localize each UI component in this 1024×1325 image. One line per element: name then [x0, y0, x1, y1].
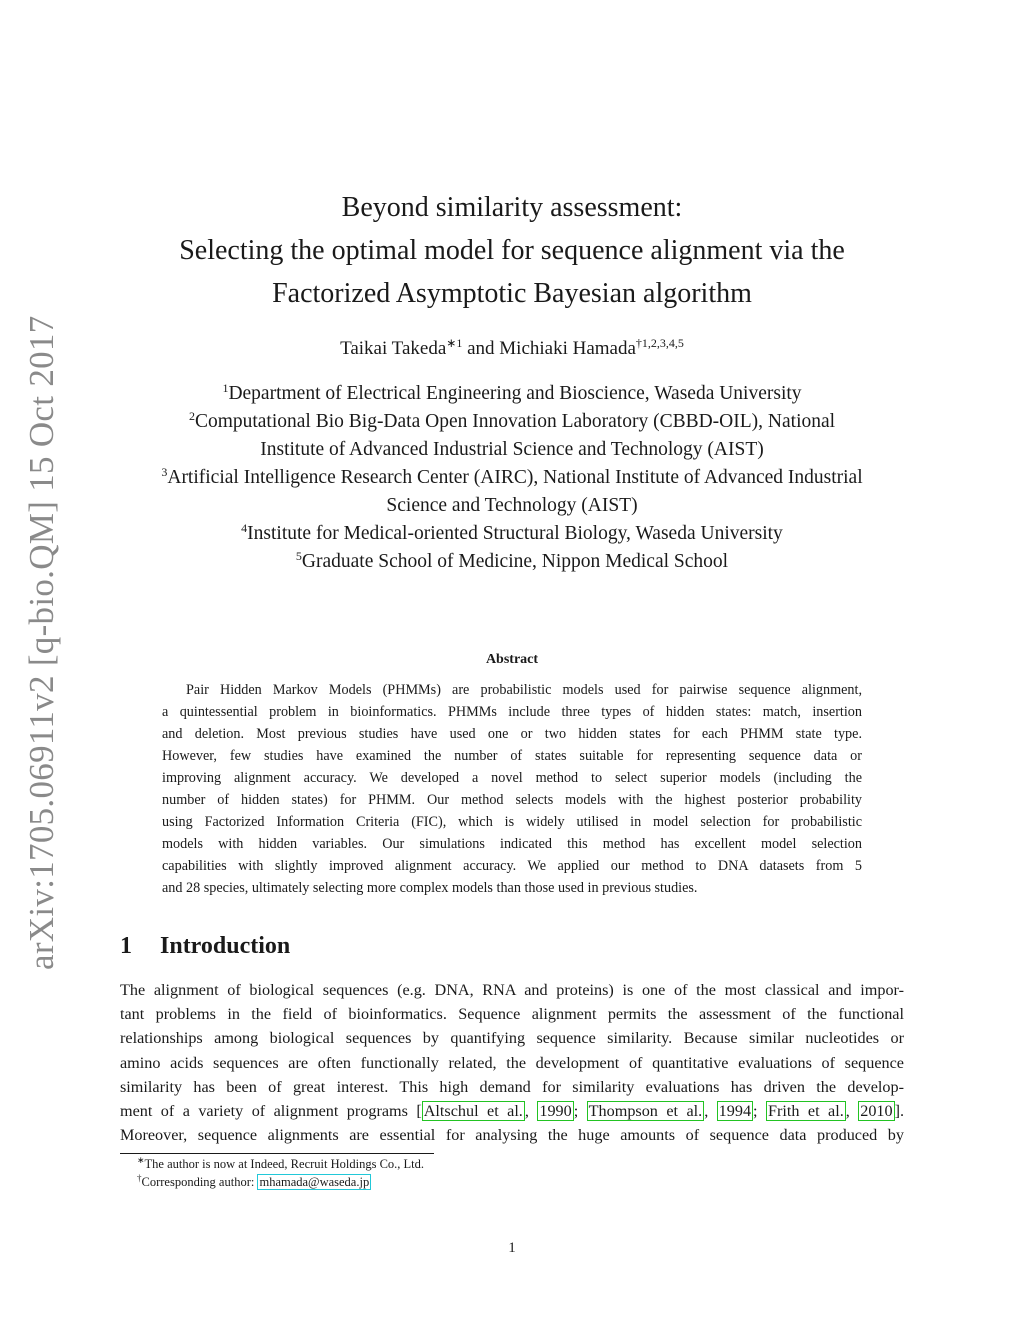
affiliation-2: $^2$Computational Bio Big-Data Open Innovation Laboratory (CBBD-OIL), National — [188, 409, 836, 432]
citation-link-frith-year[interactable]: 2010 — [860, 1101, 893, 1120]
abstract-line: a quintessential problem in bioinformatics. PHMMs include three types of hidden states: match, insertion — [162, 704, 862, 720]
abstract-line: and deletion. Most previous studies have used one or two hidden states for each PHMM state type. — [162, 726, 862, 742]
intro-line: The alignment of biological sequences (e.g. DNA, RNA and proteins) is one of the most classical and impor- — [120, 981, 904, 999]
section-number: 1 — [120, 933, 132, 959]
citation-link-thompson-year[interactable]: 1994 — [718, 1101, 752, 1120]
paper-title — [120, 186, 904, 315]
abstract-line: Pair Hidden Markov Models (PHMMs) are probabilistic models used for pairwise sequence alignment, — [186, 682, 862, 698]
abstract-line: capabilities with slightly improved alignment accuracy. We applied our method to DNA datasets from 5 — [162, 858, 862, 874]
author-takeda: Taikai Takeda — [340, 338, 447, 359]
footnote-1: ∗The author is now at Indeed, Recruit Holdings Co., Ltd. — [137, 1155, 425, 1171]
title-line-1: Beyond similarity assessment: — [341, 192, 683, 223]
intro-line: similarity has been of great interest. This high demand for similarity evaluations has driven the develop- — [120, 1077, 904, 1096]
title-line-3: Factorized Asymptotic Bayesian algorithm — [272, 278, 752, 309]
footnotes — [137, 1155, 424, 1191]
intro-line: amino acids sequences are often functionally related, the development of quantitative evaluations of sequence — [120, 1053, 904, 1072]
author-hamada-mark: †1,2,3,4,5 — [635, 336, 684, 350]
intro-line: Moreover, sequence alignments are essential for analysing the huge amounts of sequence data produced by — [120, 1126, 904, 1145]
abstract-line: and 28 species, ultimately selecting more complex models than those used in previous studies. — [162, 880, 698, 896]
abstract-line: improving alignment accuracy. We developed a novel method to select superior models (including the — [162, 770, 862, 786]
citation-link-frith[interactable]: Frith et al. — [767, 1101, 844, 1120]
arxiv-identifier: arXiv:1705.06911v2 [q-bio.QM] 15 Oct 2017 — [22, 315, 61, 970]
email-link[interactable]: mhamada@waseda.jp — [259, 1175, 370, 1189]
section-title: Introduction — [160, 933, 291, 959]
author-takeda-mark: ∗1 — [446, 336, 463, 350]
affiliation-5: $^5$Graduate School of Medicine, Nippon Medical School — [295, 549, 729, 572]
author-joiner: and — [462, 338, 500, 359]
introduction-body — [120, 978, 904, 1147]
footnote-rule — [120, 1153, 434, 1154]
abstract-body — [162, 679, 862, 899]
title-line-2: Selecting the optimal model for sequence alignment via the — [179, 235, 845, 266]
abstract-heading: Abstract — [485, 652, 539, 667]
intro-line: tant problems in the field of bioinformatics. Sequence alignment permits the assessment of the functional — [120, 1005, 904, 1024]
author-hamada: Michiaki Hamada — [499, 338, 636, 359]
intro-line-citations: ment of a variety of alignment programs [ Altschul et al. , 1990 ; Thompson et al. , 1994 ; Frith et al. , 2010 ]. — [120, 1101, 905, 1120]
page-number: 1 — [508, 1240, 516, 1256]
affiliation-list — [120, 380, 904, 576]
affiliation-3-cont: Science and Technology (AIST) — [386, 495, 638, 516]
author-list — [120, 336, 904, 362]
affiliation-3: $^3$Artificial Intelligence Research Center (AIRC), National Institute of Advanced Industrial — [161, 465, 863, 488]
citation-link-altschul-year[interactable]: 1990 — [539, 1101, 572, 1120]
citation-link-thompson[interactable]: Thompson et al. — [588, 1101, 703, 1120]
abstract-line: number of hidden states) for PHMM. Our method selects models with the highest posterior probability — [162, 792, 862, 808]
affiliation-2-cont: Institute of Advanced Industrial Science and Technology (AIST) — [260, 439, 764, 460]
affiliation-1: $^1$Department of Electrical Engineering and Bioscience, Waseda University — [222, 381, 802, 404]
abstract-line: However, few studies have examined the number of states suitable for representing sequence data or — [162, 748, 862, 764]
footnote-2: †Corresponding author: mhamada@waseda.jp — [137, 1173, 370, 1189]
section-heading-introduction — [120, 930, 290, 962]
affiliation-4: $^4$Institute for Medical-oriented Structural Biology, Waseda University — [241, 521, 783, 544]
citation-link-altschul[interactable]: Altschul et al. — [423, 1101, 523, 1120]
intro-line: relationships among biological sequences by quantifying sequence similarity. Because similar nucleotides or — [120, 1029, 904, 1048]
abstract-line: models with hidden variables. Our simulations indicated this method has excellent model selection — [162, 836, 862, 852]
abstract-line: using Factorized Information Criteria (FIC), which is widely utilised in model selection for probabilistic — [162, 814, 862, 830]
